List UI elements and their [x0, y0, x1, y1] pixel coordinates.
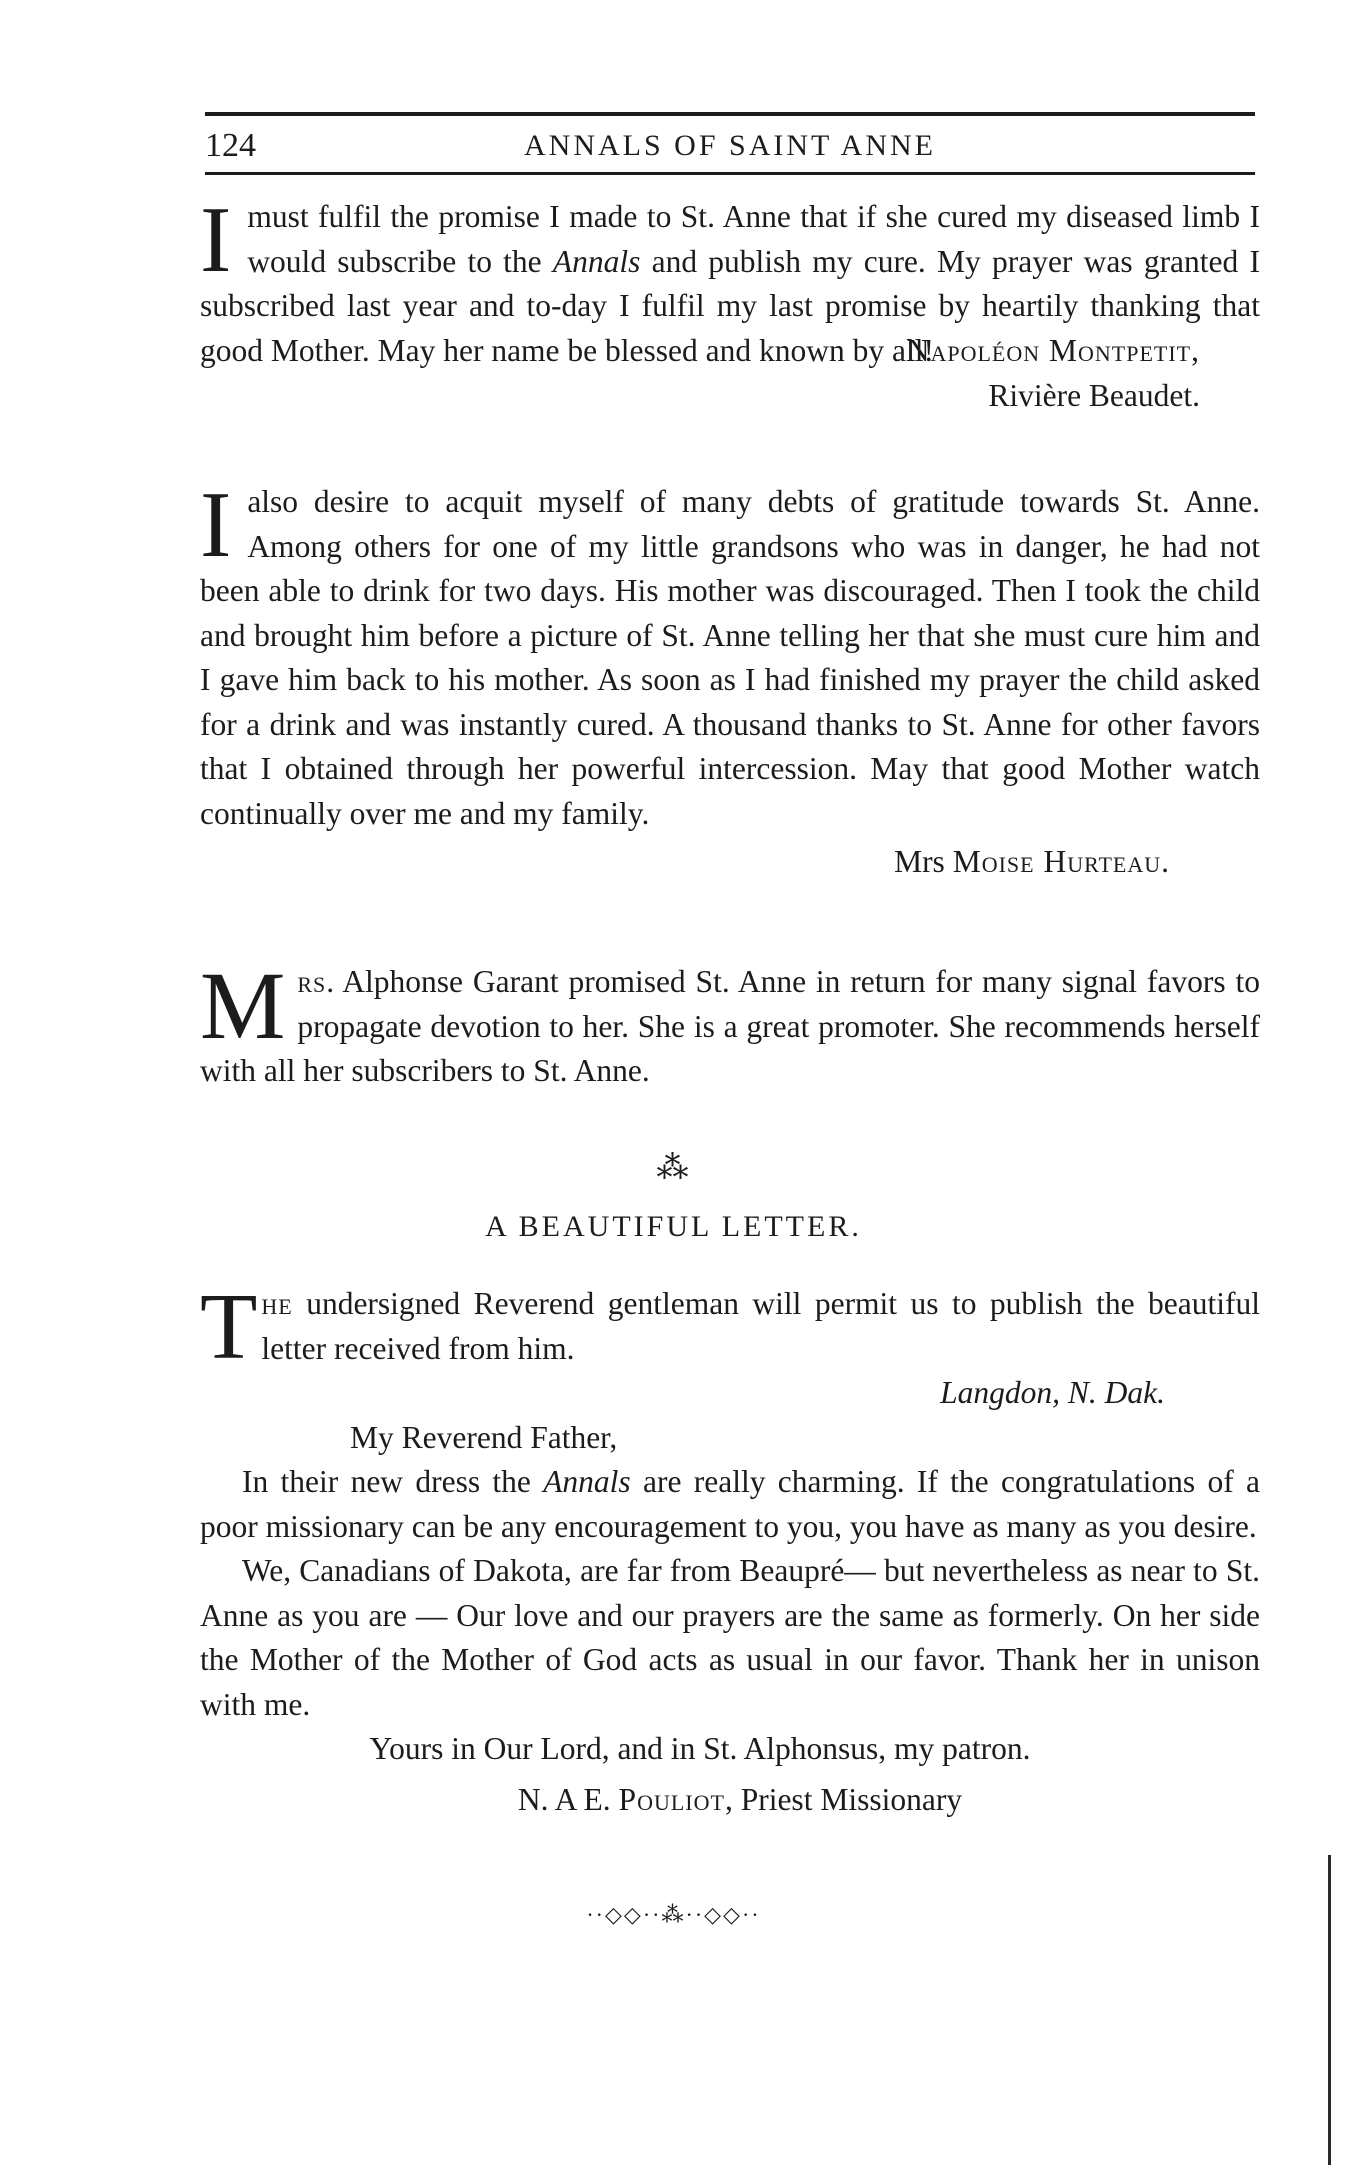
- end-ornament: ··◇◇··⁂··◇◇··: [586, 1902, 761, 1927]
- body-text: also desire to acquit myself of many debts of gratitude towards St. Anne. Among others for one of my little grandsons who was in danger, he had not been able to drink for two days. His mother was discouraged. Then I took the child and brought him before a picture of St. Anne telling her that she must cure him and I gave him back to his mother. As soon as I had finished my prayer the child asked for a drink and was instantly cured. A thousand thanks to St. Anne for other favors that I obtained through her powerful intercession. May that good Mother watch continually over me and my family.: [200, 484, 1260, 831]
- header-top-rule: [205, 112, 1255, 116]
- body-text: and publish my cure. My prayer was granted I subscribed last year and to-day I fulfil my last promise by heartily thanking that good Mother. May her name be blessed and known by all!: [200, 243, 1260, 368]
- margin-scan-line: [1328, 1855, 1331, 2165]
- body-text: undersigned Reverend gentleman will permit us to publish the beautiful letter received from him.: [261, 1286, 1260, 1366]
- paragraph-1: [200, 1460, 1260, 1549]
- body-text: are really charming. If the congratulations of a poor missionary can be any encouragement to you, you have as many as you desire.: [200, 1464, 1260, 1544]
- smallcaps-start: he: [261, 1286, 293, 1321]
- section-ornament: ⁂: [656, 1149, 691, 1185]
- letter-pouliot-intro: [200, 1275, 1260, 1379]
- signature-prefix: Mrs: [894, 844, 945, 879]
- dropcap: I: [200, 473, 232, 577]
- italic-title: Annals: [543, 1464, 631, 1499]
- dropcap: I: [200, 188, 232, 292]
- paragraph-2: We, Canadians of Dakota, are far from Beaupré— but nevertheless as near to St. Anne as you are — Our love and our prayers are the same as formerly. On her side the Mother of the Mother of God acts as usual in our favor. Thank her in unison with me.: [200, 1553, 1260, 1722]
- letter-hurteau-body: [200, 473, 1260, 836]
- signature: [200, 840, 1260, 885]
- place-text: Langdon, N. Dak.: [940, 1375, 1165, 1410]
- salutation: My Reverend Father,: [350, 1419, 618, 1455]
- italic-title: Annals: [552, 243, 641, 279]
- running-title: ANNALS OF SAINT ANNE: [524, 129, 936, 162]
- dropcap: T: [200, 1275, 258, 1379]
- letter-garant: [200, 952, 1260, 1094]
- signature-title: , Priest Missionary: [724, 1781, 963, 1817]
- section-title: A BEAUTIFUL LETTER.: [485, 1210, 862, 1243]
- closing: Yours in Our Lord, and in St. Alphonsus, my patron.: [369, 1731, 1031, 1766]
- letter-place: [200, 1371, 1260, 1416]
- signature-name: Napoléon Montpetit,: [906, 333, 1200, 368]
- signature-initials: N. A E.: [517, 1781, 619, 1817]
- body-text: . Alphonse Garant promised St. Anne in return for many signal favors to propagate devotion to her. She is a great promoter. She recommends herself with all her subscribers to St. Anne.: [200, 964, 1260, 1088]
- body-text: In their new dress the: [242, 1464, 544, 1499]
- header-bottom-rule: [205, 172, 1255, 175]
- signature-place: Rivière Beaudet.: [988, 377, 1200, 413]
- page-number: 124: [205, 127, 256, 164]
- smallcaps-start: rs: [297, 964, 327, 999]
- dropcap: M: [200, 952, 286, 1059]
- body-text: must fulfil the promise I made to St. Anne that if she cured my diseased limb I would subscribe to the: [247, 199, 1260, 279]
- signature-name: Moise Hurteau.: [952, 844, 1170, 879]
- letter-montpetit: [200, 188, 1260, 418]
- page-header: [205, 120, 1255, 172]
- letter-pouliot: [200, 1275, 1260, 1822]
- signature-name: Pouliot: [618, 1781, 725, 1817]
- signature: [200, 1778, 1260, 1823]
- letter-garant-body: [200, 952, 1260, 1094]
- letter-hurteau: [200, 473, 1260, 885]
